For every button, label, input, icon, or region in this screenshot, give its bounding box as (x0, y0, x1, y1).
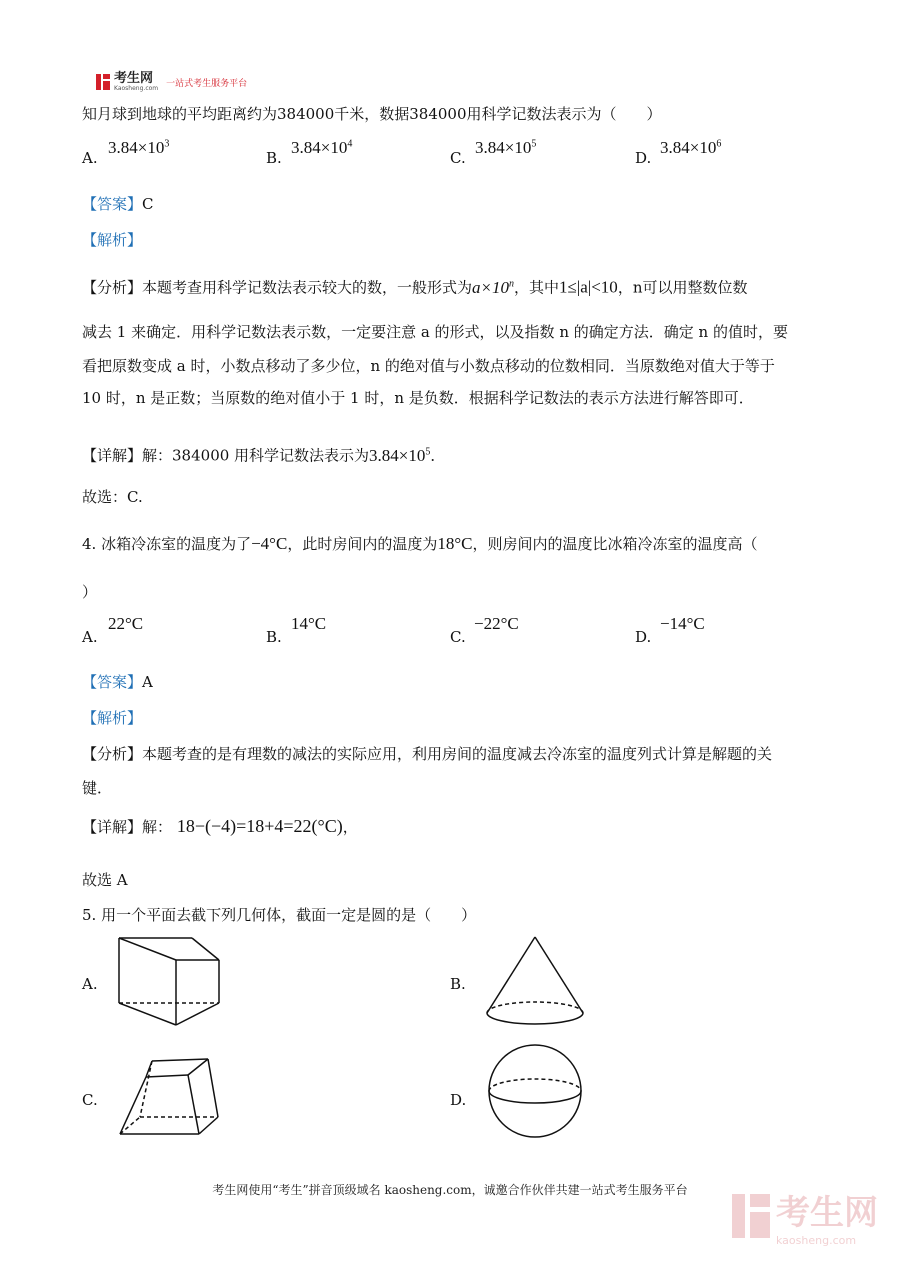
logo-domain: Kaosheng.com (114, 85, 159, 92)
q5-option-c-label: C. (82, 1091, 98, 1109)
q3-option-a: $3.84\times 10^3$ (108, 138, 170, 157)
q5-option-d-label: D. (450, 1091, 467, 1109)
logo-mark-icon (96, 74, 110, 90)
watermark-domain: kaosheng.com (776, 1234, 857, 1247)
q4-option-d-label: D. (635, 628, 652, 646)
q4-detail: 【详解】解： 18−(−4)=18+4=22(°C)， (82, 816, 358, 836)
q4-option-a: 22°C (108, 614, 144, 633)
q3-option-c: $3.84\times 10^5$ (475, 138, 537, 157)
q4-answer: 【答案】A (82, 673, 153, 691)
q4-stem-close: ） (82, 583, 98, 601)
q3-detail: 【详解】解：384000 用科学记数法表示为$3.84\times 10^5$． (82, 445, 446, 465)
q4-option-b: 14°C (291, 614, 327, 633)
q4-fenxi-line2: 键． (82, 779, 113, 797)
q3-option-c-label: C. (450, 149, 466, 167)
watermark-logo-icon (732, 1194, 770, 1238)
watermark-text: 考生网 (776, 1193, 878, 1233)
q3-answer: 【答案】C (82, 195, 154, 213)
q3-option-b-label: B. (266, 149, 282, 167)
watermark (732, 1185, 878, 1247)
q3-option-d: $3.84\times 10^6$ (660, 138, 722, 157)
q4-option-d: −14°C (660, 614, 705, 633)
q4-option-c-label: C. (450, 628, 466, 646)
q3-fenxi-line1: 【分析】本题考查用科学记数法表示较大的数，一般形式为$a\times 10^n$，其中1≤|a|<10，n可以用整数位数 (82, 277, 748, 297)
q3-option-a-label: A. (82, 149, 98, 167)
q3-stem: 知月球到地球的平均距离约为384000千米，数据384000用科学记数法表示为（ ） (82, 105, 662, 123)
q3-fenxi-line3: 看把原数变成 a 时，小数点移动了多少位，n 的绝对值与小数点移动的位数相同．当原数绝对值大于等于 (82, 357, 775, 375)
logo-tagline: 一站式考生服务平台 (166, 78, 248, 89)
q4-choose: 故选 A (82, 871, 128, 889)
q4-fenxi-line1: 【分析】本题考查的是有理数的减法的实际应用，利用房间的温度减去冷冻室的温度列式计算是解题的关 (82, 745, 773, 763)
q5-option-a-label: A. (82, 975, 98, 993)
q4-analysis-tag: 【解析】 (82, 709, 143, 727)
sphere-figure (484, 1042, 586, 1140)
q4-option-a-label: A. (82, 628, 98, 646)
q3-fenxi-line2: 减去 1 来确定．用科学记数法表示数，一定要注意 a 的形式，以及指数 n 的确定方法．确定 n 的值时，要 (82, 323, 788, 341)
logo-text: 考生网 (114, 71, 154, 86)
site-logo (96, 72, 247, 92)
q4-stem: 4. 冰箱冷冻室的温度为了−4°C，此时房间内的温度为18°C，则房间内的温度比冰箱冷冻室的温度高（ (82, 534, 758, 553)
q3-fenxi-line4: 10 时，n 是正数；当原数的绝对值小于 1 时，n 是负数．根据科学记数法的表示方法进行解答即可． (82, 389, 754, 407)
q5-stem: 5. 用一个平面去截下列几何体，截面一定是圆的是（ ） (82, 906, 477, 924)
q3-option-b: $3.84\times 10^4$ (291, 138, 353, 157)
q5-option-b-label: B. (450, 975, 466, 993)
q3-choose: 故选：C. (82, 488, 143, 506)
q3-analysis-tag: 【解析】 (82, 231, 143, 249)
page-footer: 考生网使用“考生”拼音顶级域名 kaosheng.com，诚邀合作伙伴共建一站式考生服务平台 (212, 1183, 688, 1197)
q4-option-c: −22°C (474, 614, 519, 633)
q3-option-d-label: D. (635, 149, 652, 167)
frustum-figure (116, 1055, 222, 1139)
q4-option-b-label: B. (266, 628, 282, 646)
triangular-prism-figure (116, 933, 222, 1029)
cone-figure (484, 933, 586, 1029)
